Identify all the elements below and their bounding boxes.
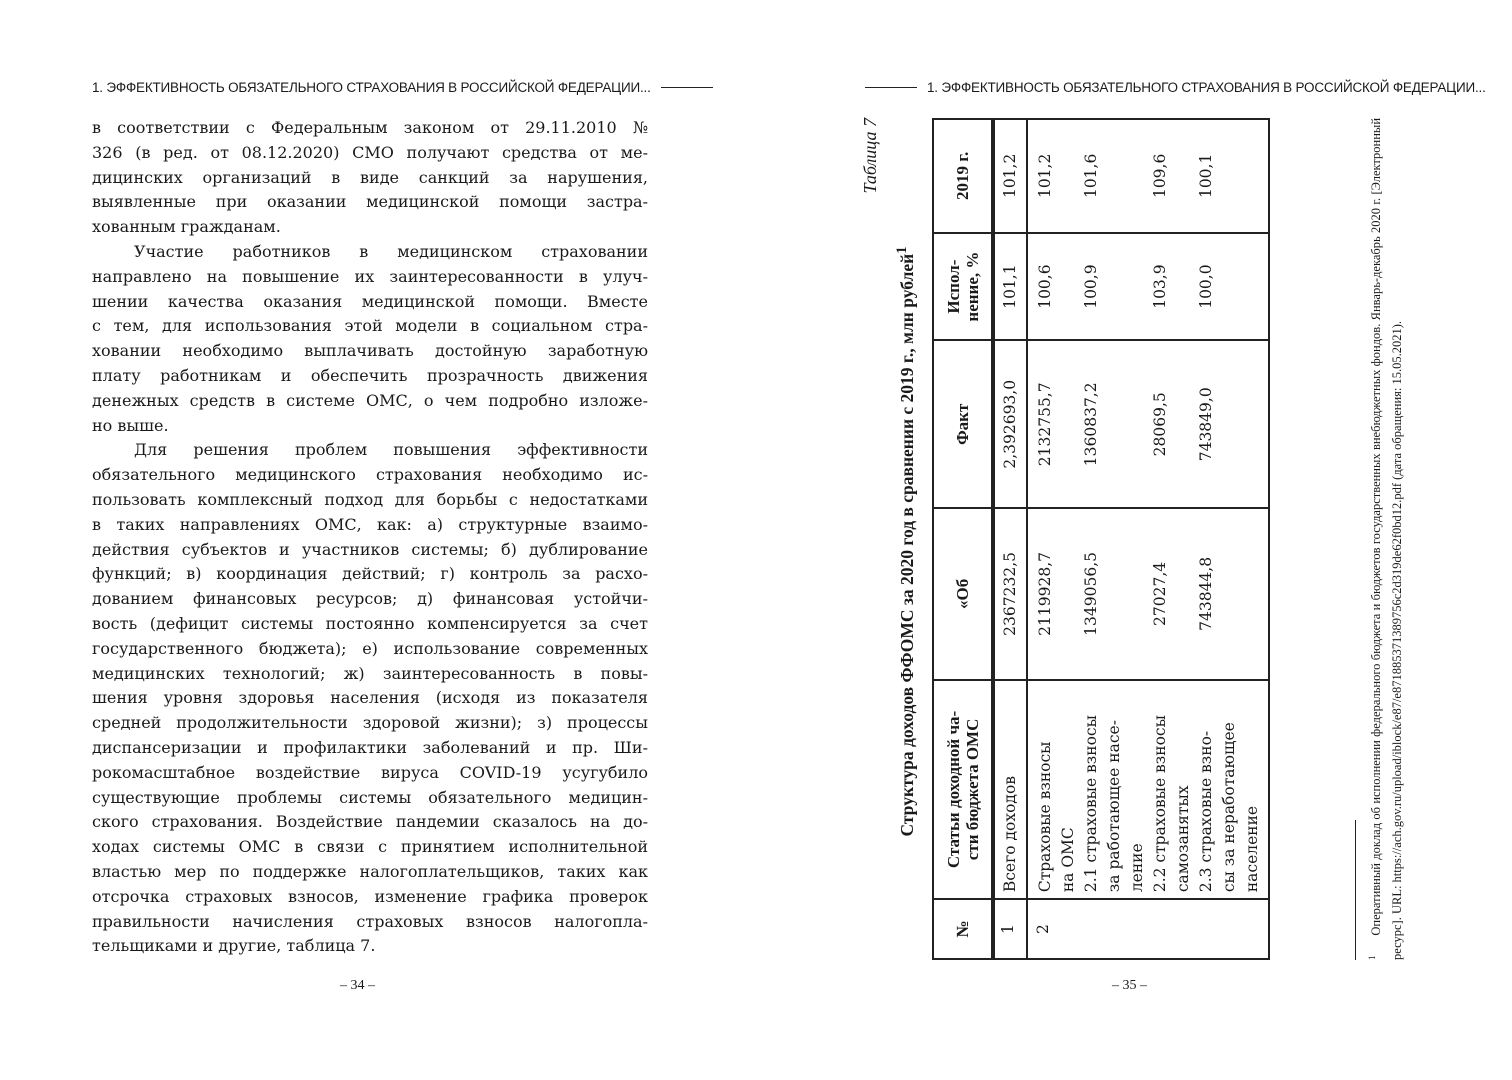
text-line: ховании необходимо выплачивать достойную заработную [92,341,648,361]
text-line: вость (дефицит системы постоянно компенсируется за счет [92,613,648,633]
header-fact: Факт [933,340,993,508]
text-line: отсрочка страховых взносов, изменение графика проверок [92,886,648,906]
text-line: в таких направлениях ОМС, как: а) структурные взаимо- [92,514,648,534]
divider [865,87,917,88]
header-line: сти бюджета ОМС [962,718,982,861]
footnote-mark: 1 [1367,955,1377,960]
table-caption: Таблица 7 [860,118,880,194]
header-2019: 2019 г. [933,119,993,233]
item-label [1149,687,1195,893]
footnote-text: Оперативный доклад об исполнении федерального бюджета и бюджетов государственных внебюджетных фондов. Январь-декабрь 2020 г. [Электронный ресурс]. URL: https://ach.gov.ru/upload/iblock/e87/e871885371389756c2d319de62f0bd12.pdf (дата обращения: 15.05.2021). [1369,117,1405,960]
divider [661,87,713,88]
item-value: 743849,0 [1197,387,1215,462]
item-label [1034,687,1080,893]
item-value: 100,1 [1197,153,1215,199]
text-line: но выше. [92,415,169,435]
income-structure-table [932,118,1270,960]
text-line: с тем, для использования этой модели в социальном стра- [92,316,648,336]
item-value: 100,6 [1036,264,1054,309]
header-execution [933,233,993,341]
cell-number: 2 [1027,899,1269,959]
text-line: шении качества оказания медицинской помощи. Вместе [92,291,648,311]
cell-fact [1027,340,1269,508]
item-value: 101,2 [1001,153,1019,199]
text-line: Для решения проблем повышения эффективности [134,440,648,460]
item-label-line: Страховые взносы [1036,741,1054,893]
header-line: нение, % [962,251,982,322]
text-line: медицинских технологий; ж) заинтересованность в повы- [92,663,648,683]
footnote-mark: 1 [894,246,910,254]
text-line: дицинских организаций в виде санкций за нарушения, [92,167,648,187]
cell-fact [993,340,1027,508]
text-line: 326 (в ред. от 08.12.2020) СМО получают средства от ме- [92,142,648,162]
running-head-text: 1. ЭФФЕКТИВНОСТЬ ОБЯЗАТЕЛЬНОГО СТРАХОВАНИЯ В РОССИЙСКОЙ ФЕДЕРАЦИИ... [92,80,651,95]
item-label-line: самозанятых [1174,785,1192,893]
page-number-left: – 34 – [340,978,375,993]
item-value: 109,6 [1151,153,1169,199]
item-label-line: на ОМС [1059,827,1077,893]
item-value: 28069,5 [1151,392,1169,457]
text-line: хованным гражданам. [92,217,281,237]
table-row [993,119,1027,959]
text-line: диспансеризации и профилактики заболеваний и пр. Ши- [92,737,648,757]
text-line: рокомасштабное воздействие вируса COVID-19 усугубило [92,762,648,782]
text-line: тельщиками и другие, таблица 7. [92,936,376,956]
item-value: 101,1 [1001,264,1019,309]
cell-plan [1027,508,1269,680]
item-label-line: 2.1 страховые взносы [1082,715,1100,893]
item-label-line: сы за неработающее [1220,722,1238,893]
item-value: 103,9 [1151,264,1169,309]
item-value: 101,6 [1082,153,1100,199]
item-value: 2367232,5 [1001,551,1019,636]
text-line: направлено на повышение их заинтересованности в улуч- [92,266,648,286]
item-value: 100,9 [1082,264,1100,309]
text-line: пользовать комплексный подход для борьбы с недостатками [92,489,648,509]
text-line: шения уровня здоровья населения (исходя из показателя [92,688,648,708]
text-line: выявленные при оказании медицинской помощи застра- [92,192,648,212]
running-head-text: 1. ЭФФЕКТИВНОСТЬ ОБЯЗАТЕЛЬНОГО СТРАХОВАНИЯ В РОССИЙСКОЙ ФЕДЕРАЦИИ... [927,80,1486,95]
cell-plan [993,508,1027,680]
item-value: 2132755,7 [1036,382,1054,467]
cell-item [1027,680,1269,900]
header-items [933,680,993,900]
text-line: функций; в) координация действий; г) контроль за расхо- [92,564,648,584]
text-line: существующие проблемы системы обязательного медицин- [92,787,648,807]
item-label-line: за работающее насе- [1105,720,1123,893]
footnote-divider [1355,820,1356,960]
text-line: денежных средств в системе ОМС, о чем подробно изложе- [92,390,648,410]
cell-2019 [993,119,1027,233]
text-line: плату работникам и обеспечить прозрачность движения [92,365,648,385]
item-value: 1349056,5 [1082,551,1100,636]
table-title-text: Структура доходов ФФОМС за 2020 год в сравнении с 2019 г., млн рублей [896,253,917,837]
cell-item [993,680,1027,900]
header-line: Статьи доходной ча- [943,710,963,869]
table-title [894,118,918,965]
table-header-row [933,119,993,959]
item-value: 100,0 [1197,264,1215,309]
text-line: государственного бюджета); е) использование современных [92,638,648,658]
item-value: 1360837,2 [1082,382,1100,467]
item-label-line: Всего доходов [1001,775,1019,893]
item-label [999,687,1022,893]
text-line: ходах системы ОМС в связи с принятием исполнительной [92,837,648,857]
left-page-body-text [92,116,648,959]
cell-execution [1027,233,1269,341]
text-line: в соответствии с Федеральным законом от 29.11.2010 № [92,118,648,137]
text-line: действия субъектов и участников системы; б) дублирование [92,539,648,559]
cell-2019 [1027,119,1269,233]
item-value: 2119928,7 [1036,551,1054,636]
text-line: дованием финансовых ресурсов; д) финансовая устойчи- [92,589,648,609]
rotated-table-block [860,118,1440,965]
cell-execution [993,233,1027,341]
page-number-right: – 35 – [1112,978,1147,993]
item-value: 27027,4 [1151,561,1169,626]
header-plan: «Об [933,508,993,680]
running-head-right [865,80,1486,95]
footnote [1362,118,1408,960]
item-value: 2,392693,0 [1001,379,1019,469]
text-line: властью мер по поддержке налогоплательщиков, таких как [92,861,648,881]
text-line: Участие работников в медицинском страховании [134,241,648,261]
text-line: обязательного медицинского страхования необходимо ис- [92,465,648,485]
header-number: № [933,899,993,959]
item-value: 101,2 [1036,153,1054,199]
item-label-line: 2.3 страховые взно- [1197,730,1215,893]
item-value: 743844,8 [1197,556,1215,631]
item-label [1080,687,1149,893]
text-line: ского страхования. Воздействие пандемии сказалось на до- [92,812,648,832]
cell-number: 1 [993,899,1027,959]
table-row [1027,119,1269,959]
item-label-line: население [1243,805,1261,893]
header-line: Испол- [943,259,963,314]
item-label-line: 2.2 страховые взносы [1151,715,1169,893]
text-line: средней продолжительности здоровой жизни); з) процессы [92,713,648,733]
item-label [1195,687,1264,893]
item-label-line: ление [1128,843,1146,893]
running-head-left [92,80,713,95]
text-line: правильности начисления страховых взносов налогопла- [92,911,648,931]
